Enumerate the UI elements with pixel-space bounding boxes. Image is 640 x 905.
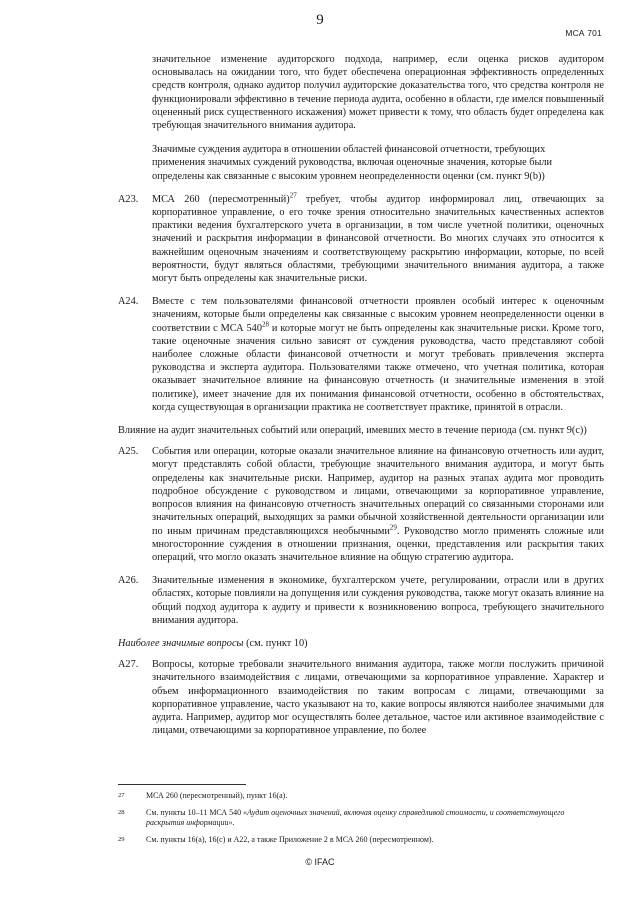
paragraph-number: A26. <box>118 575 139 587</box>
paragraph-a26 <box>118 574 604 627</box>
paragraph-a25 <box>118 445 604 564</box>
document-code: МСА 701 <box>565 28 602 38</box>
footnote-ref-29[interactable]: 29 <box>389 523 397 532</box>
footnote-text: См. пункты 10–11 МСА 540 «Аудит оценочных значений, включая оценку справедливой стоимости, и соответствующего раскрытия информации». <box>146 807 565 827</box>
footnote-29 <box>118 835 604 846</box>
copyright-footer: © IFAC <box>305 857 335 867</box>
footnote-text: МСА 260 (пересмотренный), пункт 16(a). <box>146 791 288 800</box>
main-content <box>118 53 604 747</box>
paragraph-number: A25. <box>118 446 139 458</box>
section-heading-matters: Наиболее значимые вопросы (см. пункт 10) <box>118 637 308 649</box>
continued-paragraph: значительное изменение аудиторского подхода, например, если оценка рисков аудитором основывалась на ожидании того, что будет обеспечена операционная эффективность определенных средств контроля, однако аудитор получил аудиторские доказательства того, что средства контроля не функционировали эффективно в течение периода аудита, особенно в области, где имелся повышенный оцененный риск существенного искажения) может привести к тому, что область будет определена как требующая значительного внимания аудитора. <box>152 54 604 132</box>
section-heading-events: Влияние на аудит значительных событий или операций, имевших место в течение периода (см. пункт 9(c)) <box>118 425 587 437</box>
footnotes <box>118 791 604 851</box>
paragraph-number: A27. <box>118 659 139 671</box>
paragraph-a27 <box>118 658 604 737</box>
subsection-heading-judgments: Значимые суждения аудитора в отношении областей финансовой отчетности, требующих применения значимых суждений руководства, включая оценочные значения, которые были определены как связанные с высоким уровнем неопределенности оценки (см. пункт 9(b)) <box>152 144 553 182</box>
footnote-ref-27[interactable]: 27 <box>289 191 297 200</box>
footnote-number: 28 <box>118 808 125 816</box>
paragraph-text: Вопросы, которые требовали значительного внимания аудитора, также могли послужить причиной значительного взаимодействия с лицами, отвечающими за корпоративное управление. Характер и объем информационного взаимодействия по таким вопросам с лицами, отвечающими за корпоративное управление, часто указывают на то, какие вопросы являются наиболее значимыми для аудита. Например, аудитор мог осуществлять более детальное, частое или активное взаимодействие с лицами, отвечающими за корпоративное управление, по более <box>152 659 604 737</box>
paragraph-text: Вместе с тем пользователями финансовой отчетности проявлен особый интерес к оценочным значениям, которые были определены как связанные с высоким уровнем неопределенности оценки в соответствии с МСА $540^{28}$ и которые могут не быть определены как значительные риски. Кроме того, такие оценочные значения сильно зависят от суждения руководства, часто представляют собой наиболее сложные области финансовой отчетности и могут требовать привлечения эксперта руководства и эксперта аудитора. Пользователями также отмечено, что учетная политика, которая оказывает значительное влияние на финансовую отчетность (и значительные изменения в этой политике), имеет значение для их понимания финансовой отчетности, особенно в обстоятельствах, когда существующая в организации практика не соответствует практике, принятой в отрасли. <box>152 296 604 413</box>
footnote-number: 29 <box>118 835 125 843</box>
paragraph-a23 <box>118 193 604 285</box>
footnote-number: 27 <box>118 792 125 799</box>
footnote-27 <box>118 791 604 802</box>
page-number: 9 <box>316 12 324 28</box>
paragraph-number: A23. <box>118 193 139 205</box>
paragraph-text: МСА 260 (пересмотренный)$^{27}$ требует, чтобы аудитор информировал лиц, отвечающих за корпоративное управление, о его точке зрения относительно значительных качественных аспектов практики ведения бухгалтерского учета в организации, в том числе учетной политики, оценочных значений и раскрытия информации в финансовой отчетности. Во многих случаях это относится к важнейшим оценочным значениям и соответствующему раскрытию информации, которые, по всей вероятности, будут являться областями, требующими значительного внимания аудитора, а также могут быть определены как значительные риски. <box>152 191 604 285</box>
footnote-ref-28[interactable]: 28 <box>261 320 269 329</box>
paragraph-a24 <box>118 295 604 414</box>
paragraph-text: События или операции, которые оказали значительное влияние на финансовую отчетность или аудит, могут представлять собой области, требующие значительного внимания аудитора, и могут быть определены как значительные риски. Например, аудитор на разных этапах аудита мог проводить подробное обсуждение с руководством и лицами, отвечающими за корпоративное управление, вопросов влияния на финансовую отчетность значительных операций со связанными сторонами или значительных операций, выходящих за рамки обычной хозяйственной деятельности организации или по иным причинам представляющихся необычными$^{29}$. Руководство могло применять сложные или многосторонние суждения в отношении признания, оценки, представления или раскрытия таких операций, что могло оказать значительное влияние на общую стратегию аудитора. <box>152 446 604 563</box>
paragraph-number: A24. <box>118 296 139 308</box>
footnote-28 <box>118 808 604 829</box>
footnote-divider <box>118 784 246 785</box>
paragraph-text: Значительные изменения в экономике, бухгалтерском учете, регулировании, отрасли или в других областях, которые повлияли на допущения или суждения руководства, также могут оказать влияние на общий подход аудитора к аудиту и привести к возникновению вопроса, требующего значительного внимания аудитора. <box>152 575 604 626</box>
footnote-text: См. пункты 16(a), 16(c) и A22, а также Приложение 2 в МСА 260 (пересмотренном). <box>146 834 434 844</box>
